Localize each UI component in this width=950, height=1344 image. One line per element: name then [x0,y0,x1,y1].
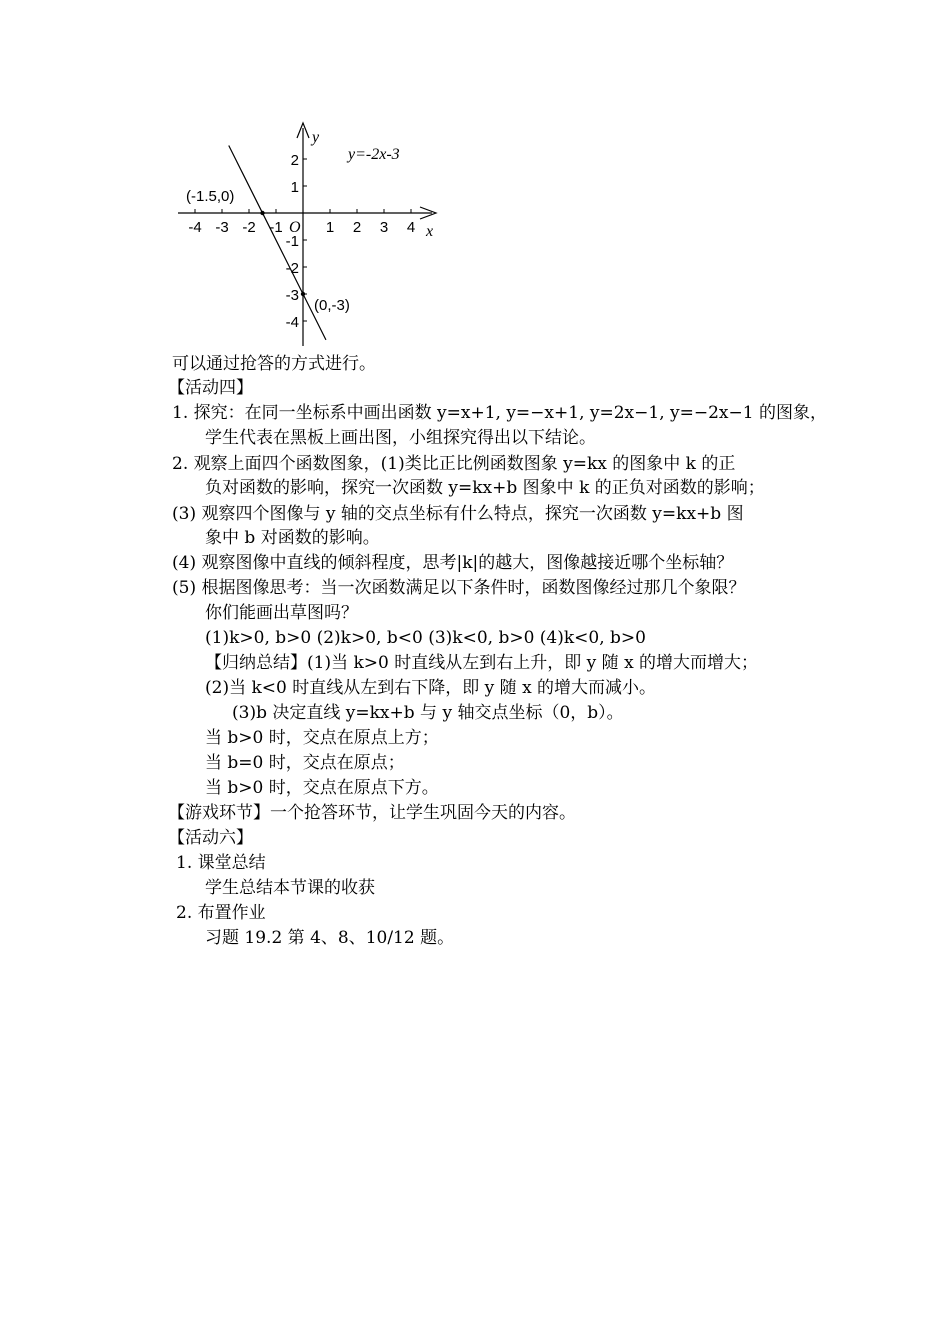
conditions: (1)k>0, b>0 (2)k>0, b<0 (3)k<0, b>0 (4)k<0, b>0 [205,628,646,648]
function-line [229,146,326,340]
x-tick-label: 3 [379,219,389,236]
y-intercept-point [301,292,305,296]
equation-label: y=-2x-3 [348,146,400,163]
item5-line1: (5) 根据图像思考：当一次函数满足以下条件时，函数图像经过那几个象限？ [172,578,746,598]
y-axis-label: y [312,129,320,146]
summary2: (2)当 k<0 时直线从左到右下降，即 y 随 x 的增大而减小。 [205,678,657,698]
x-tick-label: 4 [406,219,416,236]
y-tick-label: -4 [285,314,299,331]
item3-line2: 象中 b 对函数的影响。 [205,528,380,548]
function-graph [170,118,450,350]
a6-item1: 1. 课堂总结 [176,853,266,873]
intro-text: 可以通过抢答的方式进行。 [172,354,376,374]
y-tick-label: -1 [285,233,299,250]
item2-line1: 2. 观察上面四个函数图象，(1)类比正比例函数图象 y=kx 的图象中 k 的正 [172,454,736,474]
item1-line1: 1. 探究：在同一坐标系中画出函数 y=x+1, y=−x+1, y=2x−1, y=−2x−1 的图象， [172,403,827,423]
a6-item2: 2. 布置作业 [176,903,266,923]
a6-item2-detail: 习题 19.2 第 4、8、10/12 题。 [205,928,455,948]
a6-item1-detail: 学生总结本节课的收获 [205,878,375,898]
activity4-title: 【活动四】 [168,378,253,398]
x-axis-label: x [426,223,434,240]
item1-line2: 学生代表在黑板上画出图，小组探究得出以下结论。 [205,428,596,448]
case2: 当 b=0 时，交点在原点； [205,753,405,773]
game-section: 【游戏环节】一个抢答环节，让学生巩固今天的内容。 [168,803,576,823]
y-tick-label: 2 [290,152,299,169]
x-tick-label: -3 [215,219,229,236]
case3: 当 b>0 时，交点在原点下方。 [205,778,439,798]
y-intercept-label: (0,-3) [314,297,350,314]
x-tick-label: -2 [242,219,256,236]
summary1: 【归纳总结】(1)当 k>0 时直线从左到右上升，即 y 随 x 的增大而增大； [205,653,759,673]
item3-line1: (3) 观察四个图像与 y 轴的交点坐标有什么特点，探究一次函数 y=kx+b 图 [172,504,744,524]
x-tick-label: 2 [352,219,362,236]
activity6-title: 【活动六】 [168,828,253,848]
x-tick-label: -4 [188,219,202,236]
x-tick-label: 1 [325,219,335,236]
y-tick-label: 1 [290,179,299,196]
y-tick-label: -2 [285,260,299,277]
x-intercept-label: (-1.5,0) [186,188,235,205]
item4: (4) 观察图像中直线的倾斜程度，思考|k|的越大，图像越接近哪个坐标轴？ [172,553,734,573]
y-tick-label: -3 [285,287,299,304]
case1: 当 b>0 时，交点在原点上方； [205,728,439,748]
x-tick-label: -1 [269,219,283,236]
origin-label: O [289,219,301,236]
summary3: (3)b 决定直线 y=kx+b 与 y 轴交点坐标（0，b）。 [232,703,624,723]
item2-line2: 负对函数的影响，探究一次函数 y=kx+b 图象中 k 的正负对函数的影响； [205,478,765,498]
x-intercept-point [260,211,264,215]
item5-line2: 你们能画出草图吗？ [205,603,358,623]
